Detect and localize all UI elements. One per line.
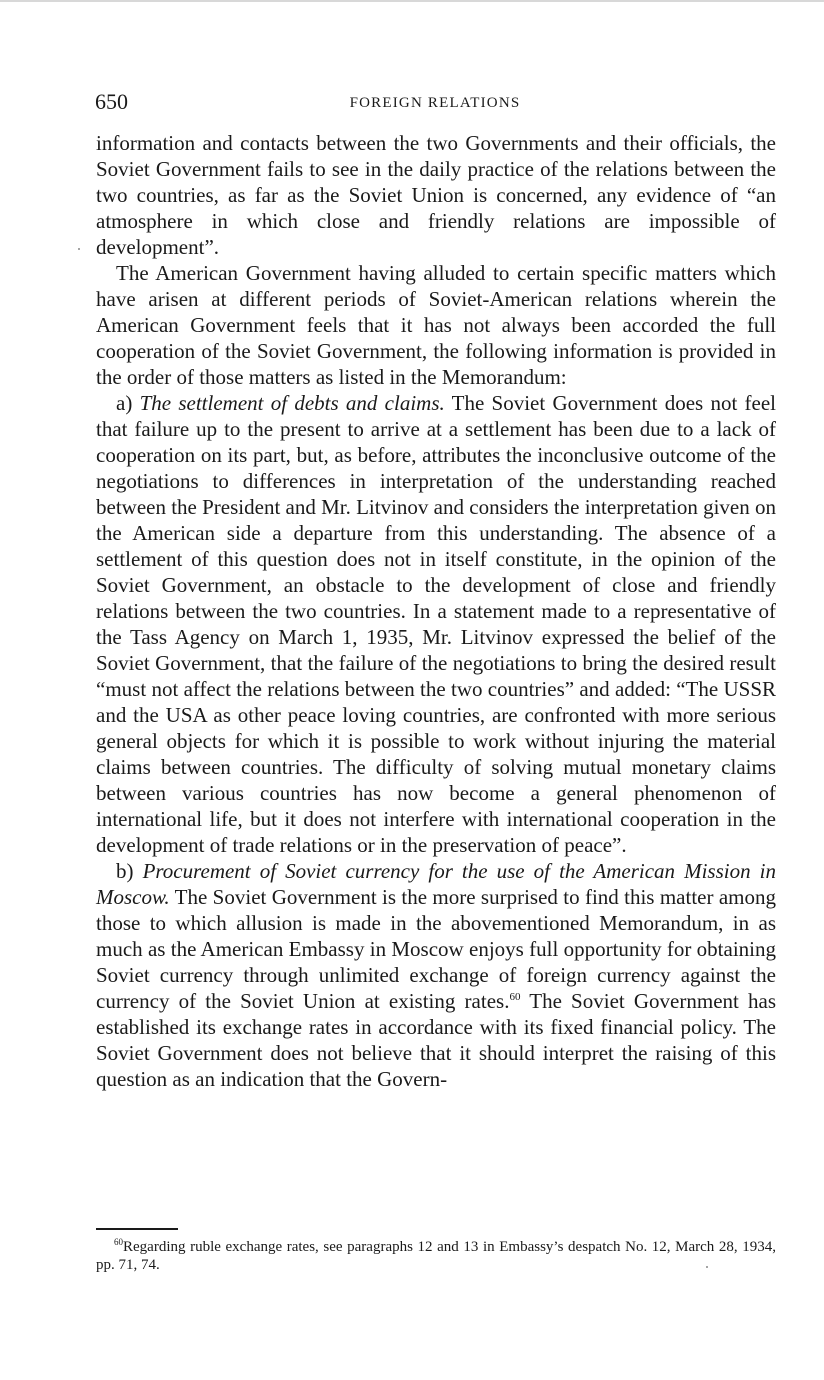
footnote-text: Regarding ruble exchange rates, see paragraphs 12 and 13 in Embassy’s despatch No. 12, March 28, 1934, pp. 71, 74. [96, 1239, 776, 1273]
item-body-currency-a: The Soviet Government is the more surprised to find this matter among those to which allusion is made in the abovementioned Memorandum, in as much as the American Embassy in Moscow enjoys full opportunity for obtaining Soviet currency through unlimited exchange of foreign currency against the currency of the Soviet Union at existing rates. [96, 885, 776, 1013]
page-top-edge [0, 0, 824, 2]
item-body-currency-b: The Soviet Government has established its exchange rates in accordance with its fixed financial policy. The Soviet Government does not believe that it should interpret the raising of this question as an indication that the Govern- [96, 989, 777, 1091]
item-label-a: a) [116, 391, 133, 415]
footnote-reference: 60 [509, 991, 521, 1003]
paragraph-intro: The American Government having alluded to certain specific matters which have arisen at different periods of Soviet-American relations wherein the American Government feels that it has not always been accorded the full cooperation of the Soviet Government, the following information is provided in the order of those matters as listed in the Memorandum: [96, 261, 776, 389]
item-heading-currency: Procurement of Soviet currency for the use of the American Mission in Moscow. [96, 859, 776, 909]
item-label-b: b) [116, 859, 134, 883]
running-head [95, 88, 775, 118]
item-body-debts: The Soviet Government does not feel that failure up to the present to arrive at a settlement has been due to a lack of cooperation on its part, but, as before, attributes the inconclusive outcome of the negotiations to differences in interpretation of the understanding reached between the President and Mr. Litvinov and considers the interpretation given on the American side a departure from this understanding. The absence of a settlement of this question does not in itself constitute, in the opinion of the Soviet Government, an obstacle to the development of close and friendly relations between the two countries. In a statement made to a representative of the Tass Agency on March 1, 1935, Mr. Litvinov expressed the belief of the Soviet Government, that the failure of the negotiations to bring the desired result “must not affect the relations between the two countries” and added: “The USSR and the USA as other peace loving countries, are confronted with more serious general objects for which it is possible to work without injuring the material claims between countries. The difficulty of solving mutual monetary claims between various countries has now become a general phenomenon of international life, but it does not interfere with international cooperation in the development of trade relations or in the preservation of peace”. [96, 391, 777, 857]
paragraph-debts-and-claims [96, 390, 776, 858]
page-number: 650 [95, 89, 128, 114]
paragraph-soviet-currency [96, 858, 776, 1092]
paper-speck [706, 1266, 708, 1268]
footnote-mark: 60 [114, 1237, 123, 1247]
paragraph-continuation: information and contacts between the two Governments and their officials, the Soviet Government fails to see in the daily practice of the relations between the two countries, as far as the Soviet Union is concerned, any evidence of “an atmosphere in which close and friendly relations are impossible of development”. [96, 131, 776, 259]
item-heading-debts: The settlement of debts and claims. [139, 391, 445, 415]
paper-speck [78, 248, 80, 250]
running-title: FOREIGN RELATIONS [349, 95, 521, 111]
footnote-divider [96, 1228, 178, 1230]
body-text [96, 130, 776, 1092]
footnote [96, 1238, 776, 1274]
